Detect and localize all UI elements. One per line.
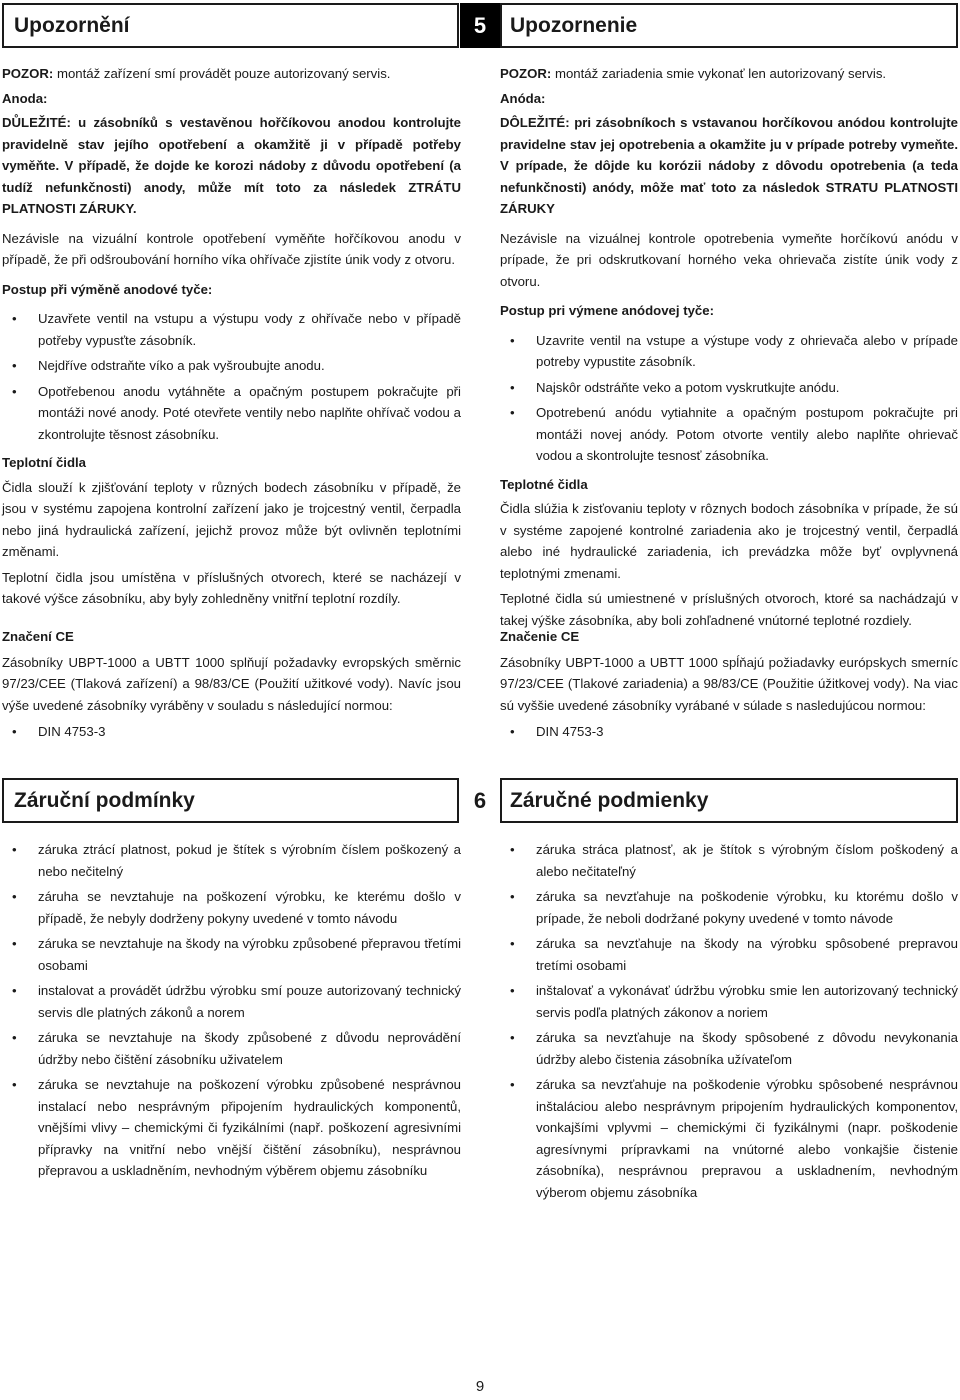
sk-ce-paragraph: Zásobníky UBPT-1000 a UBTT 1000 spĺňajú požiadavky európskych smerníc 97/23/CEE (Tlakové zariadenia) a 98/83/CE (Použitie úžitkovej vody). Na viac sú vyššie uvedené zásobníky vyrábané v súlade s nasledujúcou normou: bbox=[500, 654, 958, 713]
section-6-sk-column bbox=[500, 839, 958, 1203]
list-item: • záruha se nevztahuje na poškození výrobku, ke kterému došlo v případě, že nebyly dodrženy pokyny uvedené v tomto návodu bbox=[2, 886, 461, 929]
sk-anoda-label: Anóda: bbox=[500, 90, 546, 106]
cz-pozor-label: POZOR: bbox=[2, 66, 54, 81]
section-5-cz-title bbox=[2, 3, 459, 48]
section-5-number bbox=[460, 3, 500, 48]
section-6-cz-title-text: Záruční podmínky bbox=[14, 788, 195, 812]
list-item: • záruka sa nevzťahuje na škody spôsobené z dôvodu nevykonania údržby alebo čistenia zásobníka užívateľom bbox=[500, 1027, 958, 1070]
sk-warranty-list bbox=[500, 839, 958, 1203]
cz-postup-label: Postup při výměně anodové tyče: bbox=[2, 281, 213, 297]
cz-pozor-text: montáž zařízení smí provádět pouze autorizovaný servis. bbox=[53, 66, 391, 81]
sk-anode-check-paragraph: Nezávisle na vizuálnej kontrole opotrebenia vymeňte horčíkovú anódu v prípade, že pri odskrutkovaní horného veka ohrievača zistíte únik vody z otvoru. bbox=[500, 230, 958, 289]
cz-anode-check-paragraph: Nezávisle na vizuální kontrole opotřebení vyměňte hořčíkovou anodu v případě, že při odšroubování horního víka ohřívače zjistíte únik vody z otvoru. bbox=[2, 230, 461, 267]
section-5-sk-title bbox=[500, 3, 958, 48]
sk-dolezite-text: pri zásobníkoch s vstavanou horčíkovou anódou kontrolujte pravidelne stav jej opotrebenia a okamžite ju v prípade potreby vymeňte. V prípade, že dôjde ku korózii nádoby z dôvodu opotrebenia (a teda nefunkčnosti) anódy, môže mať toto za následok STRATU PLATNOSTI ZÁRUKY bbox=[500, 115, 958, 216]
list-item: • Uzavřete ventil na vstupu a výstupu vody z ohřívače nebo v případě potřeby vypusťte zásobník. bbox=[2, 308, 461, 351]
sk-dolezite-paragraph bbox=[500, 112, 958, 220]
list-item: • DIN 4753-3 bbox=[2, 721, 461, 743]
cz-ce-label: Značení CE bbox=[2, 629, 74, 644]
cz-warranty-list bbox=[2, 839, 461, 1182]
list-item: • záruka se nevztahuje na škody na výrobku způsobené přepravou třetími osobami bbox=[2, 933, 461, 976]
cz-ce-norms-list bbox=[2, 721, 461, 743]
section-5-cz-title-text: Upozornění bbox=[14, 13, 130, 37]
cz-teplotni-label: Teplotní čidla bbox=[2, 455, 87, 470]
cz-dulezite-label: DŮLEŽITÉ: bbox=[2, 115, 71, 130]
sk-steps-list bbox=[500, 330, 958, 467]
cz-ce-block bbox=[2, 626, 461, 743]
list-item: • Nejdříve odstraňte víko a pak vyšroubujte anodu. bbox=[2, 355, 461, 377]
section-6-cz-column bbox=[2, 839, 461, 1182]
sk-pozor-label: POZOR: bbox=[500, 66, 552, 81]
sk-teplotne-label: Teplotné čidla bbox=[500, 476, 588, 492]
section-6-cz-title bbox=[2, 778, 459, 823]
sk-pozor-text: montáž zariadenia smie vykonať len autorizovaný servis. bbox=[551, 66, 887, 81]
section-6-sk-title-text: Záručné podmienky bbox=[510, 788, 709, 812]
section-6-number-text: 6 bbox=[473, 787, 487, 813]
cz-teplotni-paragraph-2: Teplotní čidla jsou umístěna v příslušných otvorech, které se nacházejí v takové výšce zásobníku, aby byly zohledněny vnitřní teplotní rozdíly. bbox=[2, 569, 461, 606]
sk-ce-norms-list bbox=[500, 721, 958, 743]
list-item: • záruka sa nevzťahuje na škody na výrobku spôsobené prepravou tretími osobami bbox=[500, 933, 958, 976]
section-6-sk-title bbox=[500, 778, 958, 823]
list-item: • Opotřebenou anodu vytáhněte a opačným postupem pokračujte při montáži nové anody. Poté otevřete ventily nebo naplňte ohřívač vodou a zkontrolujte těsnost zásobníku. bbox=[2, 381, 461, 446]
list-item: • záruka se nevztahuje na škody způsobené z důvodu neprovádění údržby nebo čištění zásobníku uživatelem bbox=[2, 1027, 461, 1070]
sk-ce-label: Značenie CE bbox=[500, 629, 580, 644]
section-5-sk-column bbox=[500, 63, 958, 631]
sk-teplotne-paragraph-1: Čidla slúžia k zisťovaniu teploty v rôznych bodoch zásobníka v prípade, že sú v systéme zapojené kontrolné zariadenia ako je trojcestný ventil, čerpadlá alebo iné hydraulické zariadenia, ich prevádzka môže byť ovplyvnená teplotnými zmenami. bbox=[500, 501, 958, 581]
cz-ce-paragraph: Zásobníky UBPT-1000 a UBTT 1000 splňují požadavky evropských směrnic 97/23/CEE (Tlaková zařízení) a 98/83/CE (Použití užitkové vody). Navíc jsou výše uvedené zásobníky vyráběny v souladu s následující normou: bbox=[2, 654, 461, 713]
cz-anoda-label: Anoda: bbox=[2, 90, 48, 106]
list-item: • záruka sa nevzťahuje na poškodenie výrobku, ku ktorému došlo v prípade, že neboli dodržané pokyny uvedené v tomto návode bbox=[500, 886, 958, 929]
sk-postup-label: Postup pri výmene anódovej tyče: bbox=[500, 303, 714, 318]
cz-dulezite-text: u zásobníků s vestavěnou hořčíkovou anodou kontrolujte pravidelně stav jejího opotřebení a okamžitě ji v případě potřeby vyměňte. V případě, že dojde ke korozi nádoby z důvodu opotřebení (a tudíž nefunkčnosti) anody, může mít toto za následek ZTRÁTU PLATNOSTI ZÁRUKY. bbox=[2, 115, 461, 216]
sk-pozor-paragraph bbox=[500, 63, 958, 85]
list-item: • záruka sa nevzťahuje na poškodenie výrobku spôsobené nesprávnou inštaláciou alebo nesprávnym pripojením hydraulických komponentov, vonkajšími vplyvmi – chemickými či fyzikálnymi (napr. poškodenie agresívnymi prípravkami na vnútorné alebo vonkajšie čistenie zásobníka), nesprávnou prepravou a uskladnením, nevhodným výberom objemu zásobníka bbox=[500, 1074, 958, 1203]
section-6-number bbox=[460, 778, 500, 823]
cz-steps-list bbox=[2, 308, 461, 445]
cz-teplotni-paragraph-1: Čidla slouží k zjišťování teploty v různých bodech zásobníku v případě, že jsou v systému zapojena kontrolní zařízení jako je trojcestný ventil, čerpadla nebo jiná hydraulická zařízení, jejichž provoz může být ovlivněn teplotními změnami. bbox=[2, 479, 461, 559]
cz-pozor-paragraph bbox=[2, 63, 461, 85]
list-item: • Opotrebenú anódu vytiahnite a opačným postupom pokračujte pri montáži novej anódy. Potom otvorte ventily alebo naplňte ohrievač vodou a skontrolujte tesnosť zásobníka. bbox=[500, 402, 958, 467]
list-item: • instalovat a provádět údržbu výrobku smí pouze autorizovaný technický servis dle platných zákonů a norem bbox=[2, 980, 461, 1023]
list-item: • inštalovať a vykonávať údržbu výrobku smie len autorizovaný technický servis podľa platných zákonov a noriem bbox=[500, 980, 958, 1023]
list-item: • Uzavrite ventil na vstupe a výstupe vody z ohrievača alebo v prípade potreby vypustite zásobník. bbox=[500, 330, 958, 373]
cz-dulezite-paragraph bbox=[2, 112, 461, 220]
sk-ce-block bbox=[500, 626, 958, 743]
list-item: • Najskôr odstráňte veko a potom vyskrutkujte anódu. bbox=[500, 377, 958, 399]
section-5-sk-title-text: Upozornenie bbox=[510, 13, 638, 37]
section-5-number-text: 5 bbox=[473, 12, 487, 38]
list-item: • DIN 4753-3 bbox=[500, 721, 958, 743]
page-number: 9 bbox=[475, 1378, 485, 1395]
list-item: • záruka se nevztahuje na poškození výrobku způsobené nesprávnou instalací nebo nesprávným připojením hydraulických komponentů, vnějšími vlivy – chemickými či fyzikálními (např. poškození agresivními přípravky na vnitřní nebo vnější čištění zásobníku), nesprávnou přepravou a uskladněním, nevhodným výběrem objemu zásobníku bbox=[2, 1074, 461, 1182]
list-item: • záruka ztrácí platnost, pokud je štítek s výrobním číslem poškozený a nebo nečitelný bbox=[2, 839, 461, 882]
list-item: • záruka stráca platnosť, ak je štítok s výrobným číslom poškodený a alebo nečitateľný bbox=[500, 839, 958, 882]
section-5-cz-column bbox=[2, 63, 461, 610]
sk-dolezite-label: DÔLEŽITÉ: bbox=[500, 115, 570, 130]
sk-teplotne-paragraph-2: Teplotné čidla sú umiestnené v príslušných otvoroch, ktoré sa nachádzajú v takej výške zásobníka, aby boli zohľadnené vnútorné teplotné rozdiely. bbox=[500, 591, 958, 628]
